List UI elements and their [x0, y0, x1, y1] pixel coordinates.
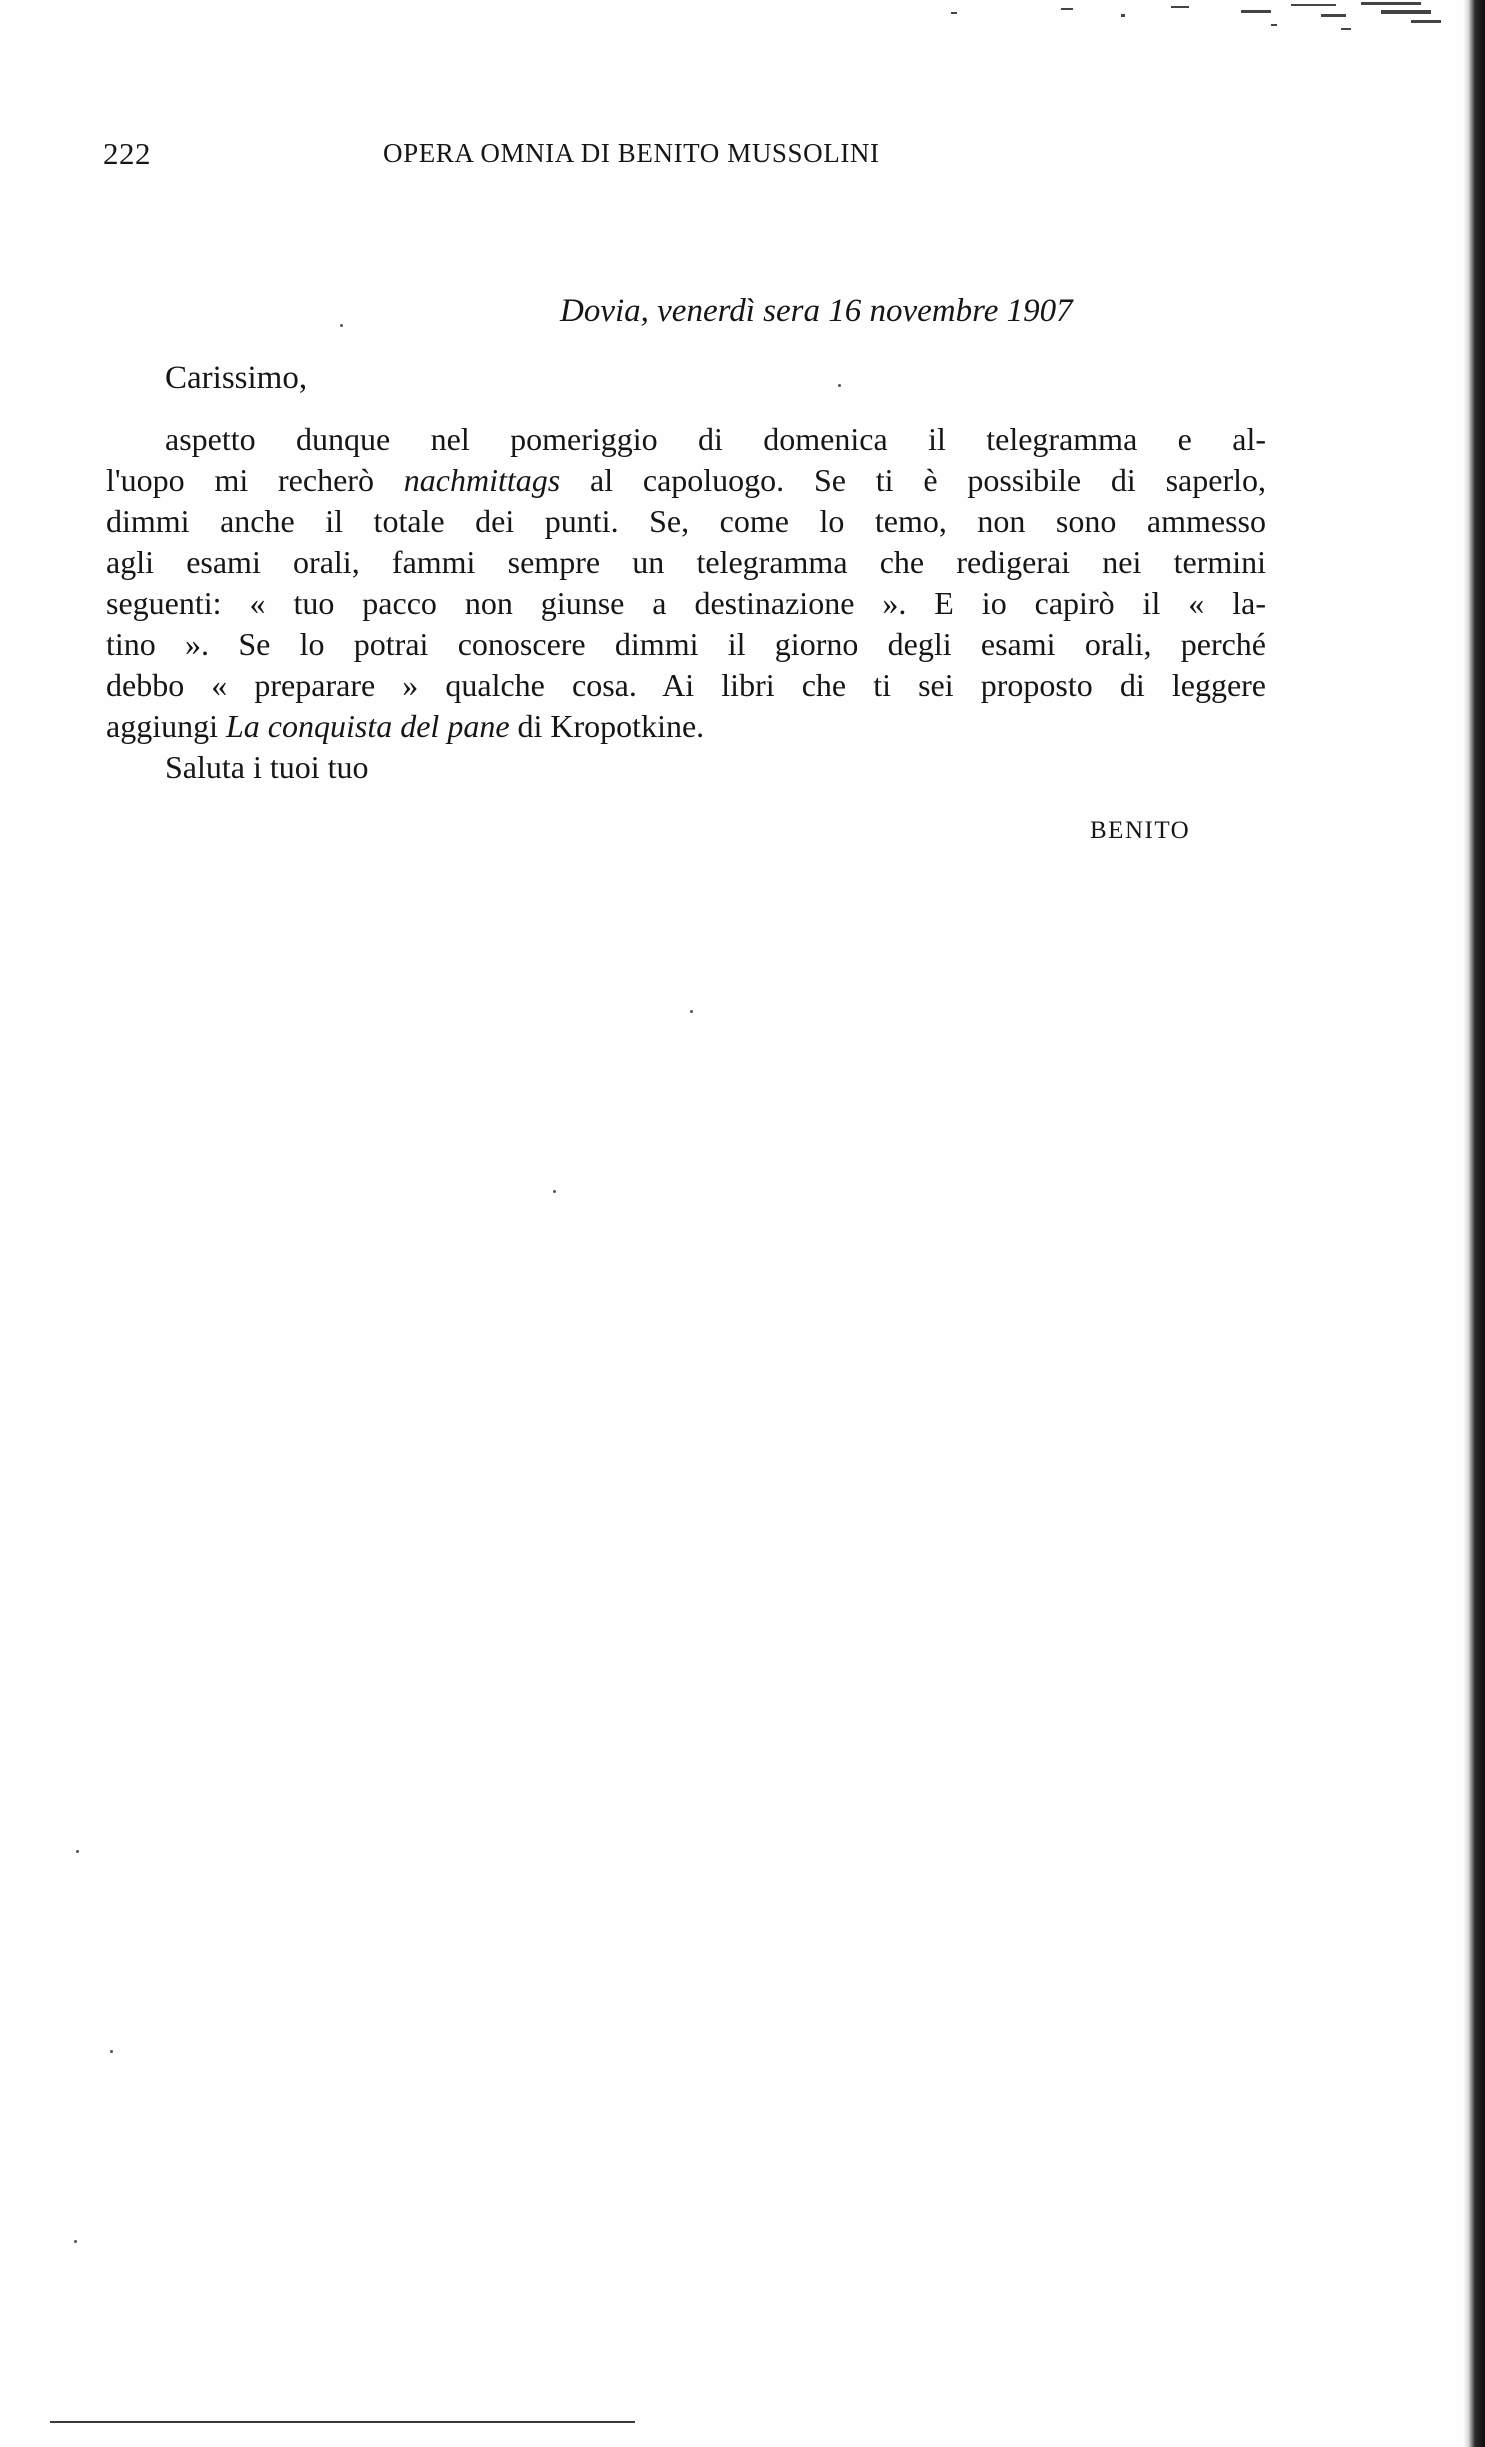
body-line [106, 706, 1266, 747]
scan-speck [838, 384, 841, 387]
body-line: tino ». Se lo potrai conoscere dimmi il giorno degli esami orali, perché [106, 626, 1266, 662]
body-line: agli esami orali, fammi sempre un telegramma che redigerai nei termini [106, 544, 1266, 580]
running-head: OPERA OMNIA DI BENITO MUSSOLINI [383, 138, 880, 168]
scan-speck [340, 324, 343, 327]
body-text-run: aggiungi [106, 708, 218, 744]
scan-speck [553, 1190, 556, 1193]
body-text-run: l'uopo mi recherò [106, 462, 374, 498]
letter-signature: BENITO [1090, 817, 1191, 844]
body-line: seguenti: « tuo pacco non giunse a destinazione ». E io capirò il « la- [106, 585, 1266, 621]
body-line: aspetto dunque nel pomeriggio di domenica il telegramma e al- [165, 421, 1266, 457]
body-line: debbo « preparare » qualche cosa. Ai libri che ti sei proposto di leggere [106, 667, 1266, 703]
scan-speck [76, 1850, 79, 1853]
letter-salutation: Carissimo, [165, 360, 308, 396]
scan-noise-top [941, 0, 1461, 60]
letter-dateline: Dovia, venerdì sera 16 novembre 1907 [560, 293, 1073, 329]
page-number: 222 [103, 136, 151, 171]
book-title: La conquista del pane [225, 708, 510, 744]
body-line: dimmi anche il totale dei punti. Se, come lo temo, non sono ammesso [106, 503, 1266, 539]
body-line [106, 460, 1266, 501]
letter-body [106, 419, 1266, 788]
italic-term: nachmittags [403, 462, 561, 498]
scan-binding-edge [1463, 0, 1485, 2447]
body-text-run: al capoluogo. Se ti è possibile di saperlo, [589, 462, 1267, 498]
closing-line: Saluta i tuoi tuo [165, 749, 369, 785]
body-text-run: di Kropotkine. [517, 708, 705, 744]
scan-speck [690, 1010, 693, 1013]
bottom-rule [50, 2421, 635, 2423]
scan-speck [110, 2050, 113, 2053]
scan-speck [74, 2240, 77, 2243]
